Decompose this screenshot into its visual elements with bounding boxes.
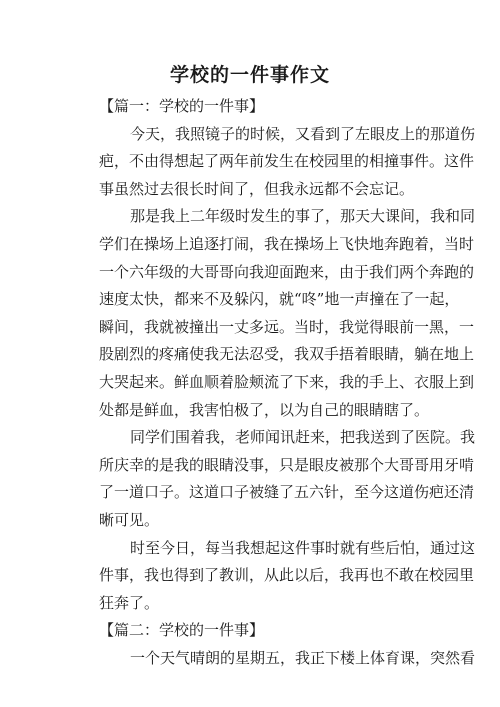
paragraph-line: 了一道口子。这道口子被缝了五六针，至今这道伤疤还清 — [99, 483, 475, 502]
section-heading-1: 【篇一：学校的一件事】 — [99, 97, 265, 115]
paragraph-line: 件事，我也得到了教训，从此以后，我再也不敢在校园里 — [99, 566, 475, 585]
paragraph-line: 狂奔了。 — [99, 593, 160, 612]
paragraph-line: 今天，我照镜子的时候，又看到了左眼皮上的那道伤 — [130, 124, 476, 143]
document-body — [68, 93, 476, 672]
document-title: 学校的一件事作文 — [169, 64, 330, 86]
paragraph-line: 疤，不由得想起了两年前发生在校园里的相撞事件。这件 — [99, 152, 475, 171]
paragraph-line: 同学们围着我，老师闻讯赶来，把我送到了医院。我 — [130, 428, 476, 447]
paragraph-line: 一个六年级的大哥哥向我迎面跑来，由于我们两个奔跑的 — [99, 262, 475, 281]
paragraph-line: 一个天气晴朗的星期五，我正下楼上体育课，突然看 — [130, 648, 476, 667]
paragraph-2 — [68, 203, 476, 424]
paragraph-line: 晰可见。 — [99, 510, 160, 529]
paragraph-4 — [68, 535, 476, 618]
paragraph-line: 大哭起来。鲜血顺着脸颊流了下来，我的手上、衣服上到 — [99, 372, 475, 391]
paragraph-line: 学们在操场上追逐打闹，我在操场上飞快地奔跑着，当时 — [99, 234, 475, 253]
paragraph-5 — [68, 645, 476, 673]
paragraph-3 — [68, 424, 476, 534]
paragraph-line: 事虽然过去很长时间了，但我永远都不会忘记。 — [99, 179, 415, 198]
paragraph-line: 所庆幸的是我的眼睛没事，只是眼皮被那个大哥哥用牙啃 — [99, 455, 475, 474]
paragraph-line: 瞬间，我就被撞出一丈多远。当时，我觉得眼前一黑，一 — [99, 317, 475, 336]
section-heading-2: 【篇二：学校的一件事】 — [99, 621, 265, 640]
paragraph-line: 时至今日，每当我想起这件事时就有些后怕，通过这 — [130, 538, 476, 557]
paragraph-line: 速度太快，都来不及躲闪，就“咚”地一声撞在了一起， — [99, 290, 460, 309]
paragraph-line: 处都是鲜血，我害怕极了，以为自己的眼睛瞎了。 — [99, 400, 430, 419]
paragraph-line: 那是我上二年级时发生的事了，那天大课间，我和同 — [130, 207, 476, 226]
paragraph-1 — [68, 121, 476, 204]
paragraph-line: 股剧烈的疼痛使我无法忍受，我双手捂着眼睛，躺在地上 — [99, 345, 475, 364]
